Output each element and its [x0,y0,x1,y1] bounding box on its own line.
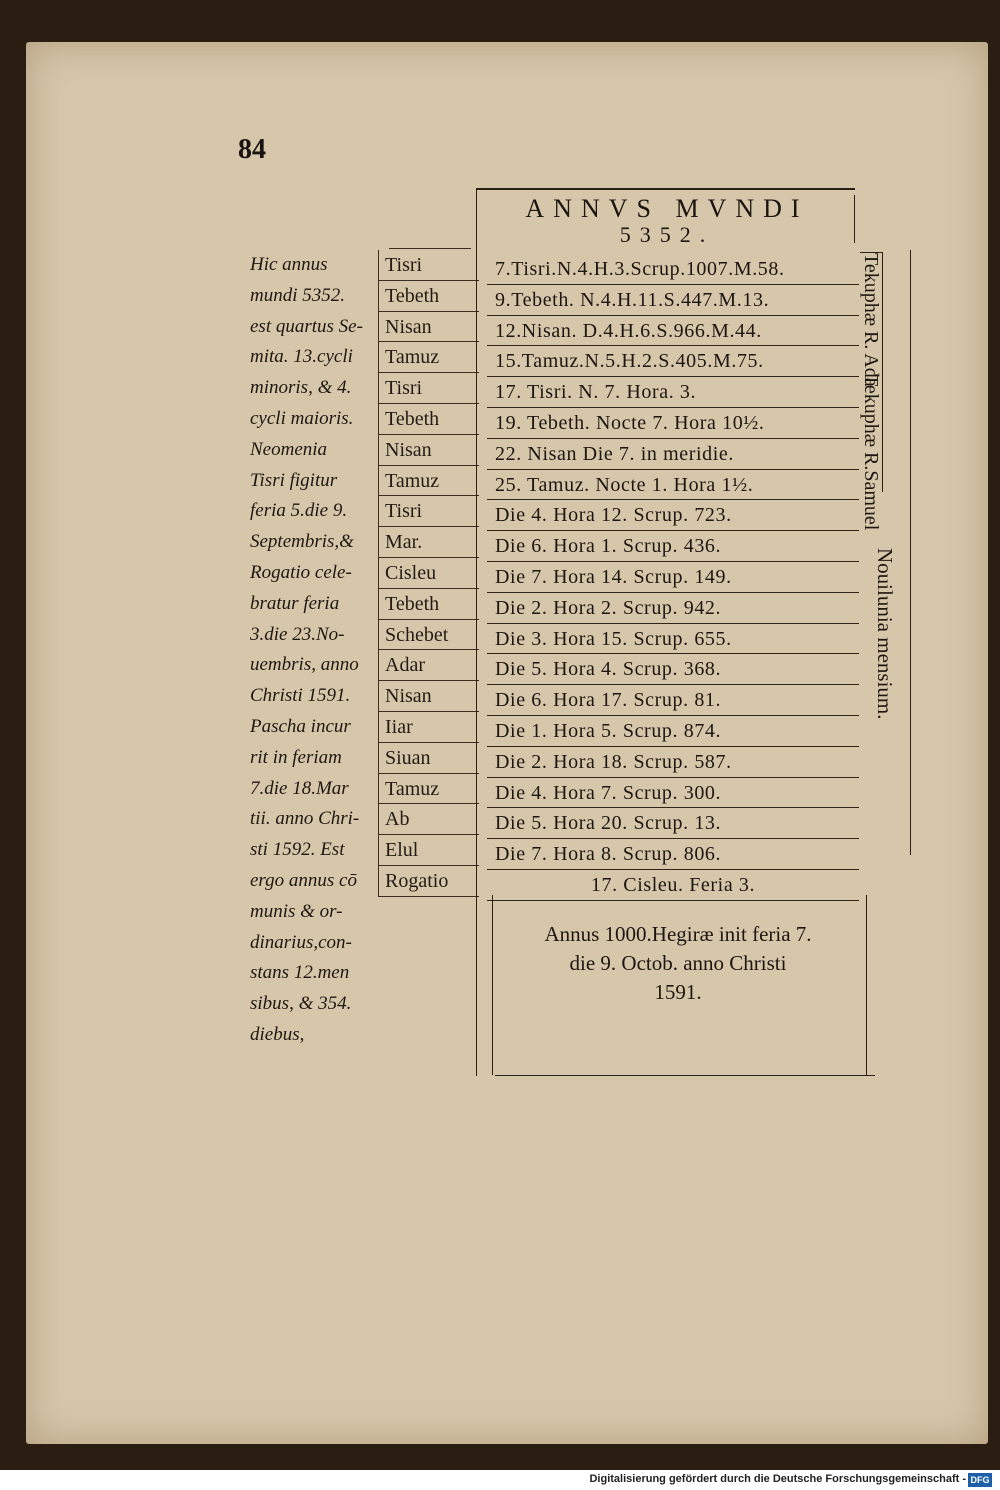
table-right-rule [854,195,855,243]
side-note-line: sibus, & 354. [250,993,352,1015]
month-cell: Mar. [379,527,479,558]
table-rows [487,254,859,901]
side-note-line: rit in feriam [250,746,342,768]
note-line: 1591. [654,980,702,1004]
note-right-rule [866,895,867,1075]
table-row: 15.Tamuz.N.5.H.2.S.405.M.75. [487,346,859,377]
dfg-logo-icon: DFG [968,1473,992,1487]
month-cell: Tisri [379,373,479,404]
margin-frame-rule [910,250,911,855]
month-cell: Nisan [379,435,479,466]
side-note-line: mita. 13.cycli [250,346,353,368]
side-note-line: stans 12.men [250,962,350,984]
month-cell: Tebeth [379,589,479,620]
side-note-line: Septembris,& [250,531,354,553]
table-row: 22. Nisan Die 7. in meridie. [487,439,859,470]
note-left-rule [492,895,493,1075]
tekuphae-ada-label: Tekuphæ R. Ada [860,253,882,387]
tekuphae-samuel-label: Tekuphæ R.Samuel [860,374,882,531]
month-cell: Nisan [379,681,479,712]
side-note-line: 7.die 18.Mar [250,777,349,799]
month-cell: Tisri [379,250,479,281]
footer-bar [0,1470,1000,1490]
page-number: 84 [238,134,266,165]
month-cell: Adar [379,650,479,681]
note-line: die 9. Octob. anno Christi [569,951,787,975]
side-note-line: feria 5.die 9. [250,500,348,522]
month-cell: Tamuz [379,466,479,497]
month-cell: Elul [379,835,479,866]
side-note-line: 3.die 23.No- [250,623,345,645]
side-note-line: mundi 5352. [250,284,345,306]
month-cell: Nisan [379,312,479,343]
month-cell: Schebet [379,620,479,651]
table-row: Die 7. Hora 8. Scrup. 806. [487,839,859,870]
table-row: Die 4. Hora 7. Scrup. 300. [487,778,859,809]
month-cell: Tamuz [379,342,479,373]
table-row: 12.Nisan. D.4.H.6.S.966.M.44. [487,316,859,347]
footer-credit: Digitalisierung gefördert durch die Deutsche Forschungsgemeinschaft - [589,1473,966,1485]
table-row: Die 5. Hora 20. Scrup. 13. [487,808,859,839]
table-year: 5352. [619,222,715,247]
month-cell: Tamuz [379,774,479,805]
side-note-line: tii. anno Chri- [250,808,360,830]
side-note-line: ergo annus cō [250,869,357,891]
side-note-line: est quartus Se- [250,315,363,337]
month-cell: Tisri [379,496,479,527]
table-row: Die 5. Hora 4. Scrup. 368. [487,654,859,685]
month-cell: Tebeth [379,404,479,435]
table-row: Die 6. Hora 1. Scrup. 436. [487,531,859,562]
table-row: Die 3. Hora 15. Scrup. 655. [487,624,859,655]
table-row: 17. Cisleu. Feria 3. [487,870,859,901]
side-note-line: Hic annus [250,254,328,275]
table-row: Die 6. Hora 17. Scrup. 81. [487,685,859,716]
table-row: 17. Tisri. N. 7. Hora. 3. [487,377,859,408]
month-cell: Tebeth [379,281,479,312]
hegira-note [498,920,858,1007]
note-line: Annus 1000.Hegiræ init feria 7. [544,922,812,946]
month-cell: Cisleu [379,558,479,589]
month-cell: Siuan [379,743,479,774]
month-cell: Iiar [379,712,479,743]
table-row: 25. Tamuz. Nocte 1. Hora 1½. [487,470,859,501]
side-note-line: dinarius,con- [250,931,352,953]
side-note-line: cycli maioris. [250,407,354,429]
month-cell: Ab [379,804,479,835]
side-note-line: munis & or- [250,900,343,922]
table-title: ANNVS MVNDI [525,194,809,223]
month-column [378,250,479,897]
table-row: Die 7. Hora 14. Scrup. 149. [487,562,859,593]
side-note [250,250,390,1051]
table-row: Die 1. Hora 5. Scrup. 874. [487,716,859,747]
side-note-line: sti 1592. Est [250,839,345,861]
side-note-line: Neomenia [250,438,328,460]
side-note-line: Christi 1591. [250,685,351,707]
table-row: Die 2. Hora 2. Scrup. 942. [487,593,859,624]
side-note-line: Tisri figitur [250,469,338,491]
table-row: 7.Tisri.N.4.H.3.Scrup.1007.M.58. [487,254,859,285]
side-note-line: diebus, [250,1023,305,1045]
table-row: 19. Tebeth. Nocte 7. Hora 10½. [487,408,859,439]
table-row: Die 4. Hora 12. Scrup. 723. [487,500,859,531]
table-row: Die 2. Hora 18. Scrup. 587. [487,747,859,778]
month-cell: Rogatio [379,866,479,897]
side-note-line: Pascha incur [250,715,351,737]
table-row: 9.Tebeth. N.4.H.11.S.447.M.13. [487,285,859,316]
nouilunia-label: Nouilunia mensium. [873,548,897,720]
side-note-line: minoris, & 4. [250,377,352,399]
side-note-line: bratur feria [250,592,340,614]
side-note-line: uembris, anno [250,654,359,676]
side-note-line: Rogatio cele- [250,561,352,583]
